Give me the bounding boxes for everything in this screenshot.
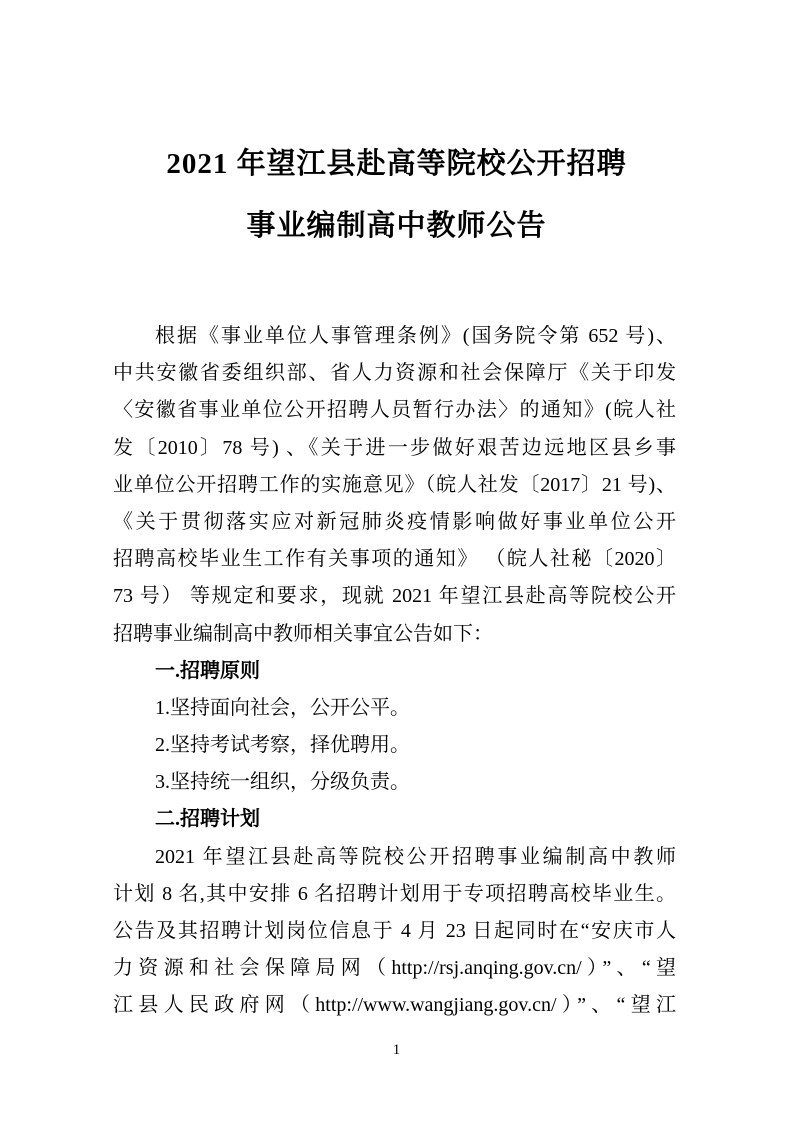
- paragraph-line: 根据《事业单位人事管理条例》(国务院令第 652 号)、: [155, 325, 676, 347]
- paragraph-line: 招聘高校毕业生工作有关事项的通知》 （皖人社秘〔2020〕: [113, 548, 676, 571]
- list-item-line: 1.坚持面向社会，公开公平。: [155, 696, 410, 719]
- document-body: [113, 318, 676, 1025]
- paragraph-line: 江县人民政府网（http://www.wangjiang.gov.cn/）”、“望江: [113, 994, 676, 1017]
- paragraph-line: 2021 年望江县赴高等院校公开招聘事业编制高中教师: [155, 845, 676, 868]
- section-heading-1: 一.招聘原则: [155, 659, 260, 682]
- paragraph-line: 公告及其招聘计划岗位信息于 4 月 23 日起同时在“安庆市人: [113, 920, 676, 942]
- document-title: [0, 133, 793, 257]
- list-item-line: 2.坚持考试考察，择优聘用。: [155, 734, 410, 757]
- paragraph-line: 73 号） 等规定和要求，现就 2021 年望江县赴高等院校公开: [113, 585, 676, 608]
- page-number: 1: [392, 1042, 401, 1058]
- paragraph-line: 招聘事业编制高中教师相关事宜公告如下：: [113, 622, 493, 645]
- list-item-line: 3.坚持统一组织，分级负责。: [155, 771, 410, 794]
- section-heading-2: 二.招聘计划: [155, 808, 260, 831]
- paragraph-line: 业单位公开招聘工作的实施意见》（皖人社发〔2017〕21 号)、: [113, 473, 676, 496]
- title-line-2: 事业编制高中教师公告: [246, 210, 547, 242]
- paragraph-line: 计划 8 名,其中安排 6 名招聘计划用于专项招聘高校毕业生。: [113, 882, 676, 905]
- paragraph-line: 力资源和社会保障局网（http://rsj.anqing.gov.cn/）”、“望: [113, 957, 676, 980]
- paragraph-line: 〈安徽省事业单位公开招聘人员暂行办法〉的通知》(皖人社: [113, 399, 676, 422]
- paragraph-line: 发〔2010〕78 号) 、《关于进一步做好艰苦边远地区县乡事: [113, 436, 676, 459]
- title-line-1: 2021 年望江县赴高等院校公开招聘: [166, 148, 627, 180]
- paragraph-line: 中共安徽省委组织部、省人力资源和社会保障厅《关于印发: [113, 362, 676, 385]
- paragraph-line: 《关于贯彻落实应对新冠肺炎疫情影响做好事业单位公开: [113, 510, 676, 533]
